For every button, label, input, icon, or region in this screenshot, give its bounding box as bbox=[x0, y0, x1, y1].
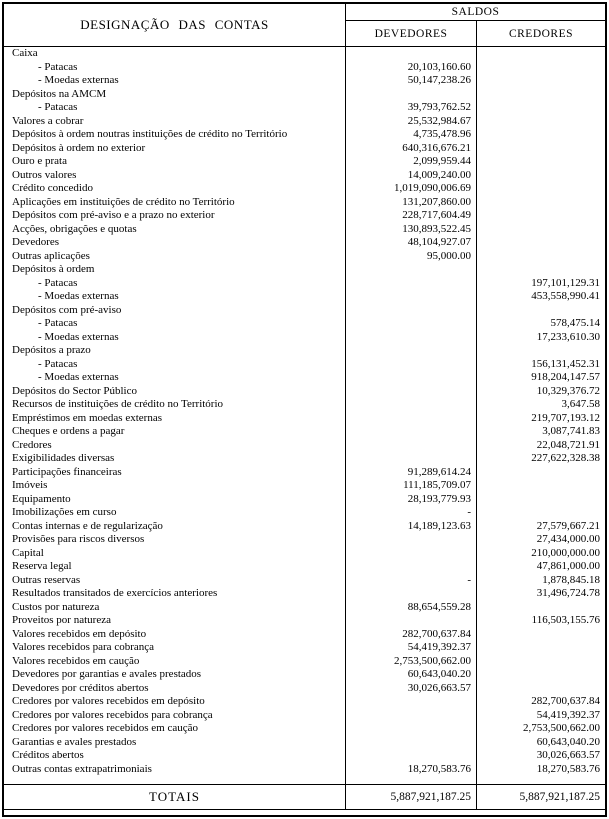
devedores-value bbox=[346, 439, 477, 453]
filler-row bbox=[4, 776, 605, 784]
devedores-value bbox=[346, 277, 477, 291]
credores-value: 219,707,193.12 bbox=[531, 411, 600, 424]
table-row bbox=[4, 74, 605, 88]
credores-value: 60,643,040.20 bbox=[536, 735, 600, 748]
devedores-value bbox=[346, 587, 477, 601]
account-label: Depósitos na AMCM bbox=[4, 88, 346, 102]
devedores-value bbox=[346, 722, 477, 736]
devedores-value bbox=[346, 452, 477, 466]
filler-credores-cell bbox=[477, 776, 605, 784]
devedores-value bbox=[346, 385, 477, 399]
table-row bbox=[4, 736, 605, 750]
account-label: Acções, obrigações e quotas bbox=[4, 223, 346, 237]
table-row bbox=[4, 385, 605, 399]
credores-value: 3,647.58 bbox=[561, 398, 600, 410]
credores-value: 116,503,155.76 bbox=[531, 614, 600, 626]
table-row bbox=[4, 574, 605, 588]
table-row bbox=[4, 317, 605, 331]
credores-value bbox=[477, 61, 605, 75]
devedores-value: 14,009,240.00 bbox=[346, 169, 477, 183]
credores-value bbox=[477, 101, 605, 115]
devedores-value bbox=[346, 614, 477, 628]
table-row bbox=[4, 439, 605, 453]
devedores-value: 50,147,238.26 bbox=[346, 74, 477, 88]
devedores-value bbox=[346, 263, 477, 277]
table-row bbox=[4, 425, 605, 439]
table-row bbox=[4, 749, 605, 763]
table-row bbox=[4, 560, 605, 574]
devedores-value: 48,104,927.07 bbox=[346, 236, 477, 250]
credores-value: 197,101,129.31 bbox=[531, 276, 600, 289]
credores-value: 10,329,376.72 bbox=[536, 384, 600, 397]
account-label: Depósitos à ordem bbox=[4, 263, 346, 277]
account-label: Outros valores bbox=[4, 169, 346, 183]
account-label: Credores por valores recebidos em depósito bbox=[4, 695, 346, 709]
devedores-value: 60,643,040.20 bbox=[346, 668, 477, 682]
table-row bbox=[4, 169, 605, 183]
credores-value: 453,558,990.41 bbox=[531, 290, 600, 302]
account-label: - Moedas externas bbox=[4, 290, 346, 304]
credores-value bbox=[477, 236, 605, 250]
credores-value bbox=[477, 182, 605, 196]
credores-value bbox=[477, 209, 605, 223]
totals-label: TOTAIS bbox=[4, 785, 346, 809]
credores-value: 18,270,583.76 bbox=[536, 762, 600, 775]
account-label: Aplicações em instituições de crédito no Território bbox=[4, 196, 346, 210]
account-label: Credores bbox=[4, 439, 346, 453]
devedores-value: 131,207,860.00 bbox=[346, 196, 477, 210]
table-row bbox=[4, 142, 605, 156]
devedores-value bbox=[346, 88, 477, 102]
credores-value bbox=[477, 628, 605, 642]
account-label: Valores recebidos em caução bbox=[4, 655, 346, 669]
credores-value: 54,419,392.37 bbox=[536, 708, 600, 721]
table-row bbox=[4, 695, 605, 709]
table-row bbox=[4, 223, 605, 237]
account-label: - Patacas bbox=[4, 317, 346, 331]
account-label: Depósitos com pré-aviso e a prazo no exterior bbox=[4, 209, 346, 223]
devedores-header: DEVEDORES bbox=[346, 21, 477, 46]
credores-value: 282,700,637.84 bbox=[531, 695, 600, 707]
credores-value bbox=[477, 128, 605, 142]
credores-value: 17,233,610.30 bbox=[536, 330, 600, 343]
account-label: - Moedas externas bbox=[4, 74, 346, 88]
account-label: Devedores por créditos abertos bbox=[4, 682, 346, 696]
totals-row bbox=[4, 784, 605, 810]
table-row bbox=[4, 709, 605, 723]
table-row bbox=[4, 128, 605, 142]
table-row bbox=[4, 101, 605, 115]
table-row bbox=[4, 412, 605, 426]
filler-devedores-cell bbox=[346, 776, 477, 784]
credores-value bbox=[477, 641, 605, 655]
credores-header: CREDORES bbox=[508, 27, 574, 40]
account-label: Ouro e prata bbox=[4, 155, 346, 169]
devedores-value: 54,419,392.37 bbox=[346, 641, 477, 655]
table-row bbox=[4, 682, 605, 696]
account-label: - Patacas bbox=[4, 101, 346, 115]
table-row bbox=[4, 668, 605, 682]
devedores-value bbox=[346, 709, 477, 723]
devedores-value: 14,189,123.63 bbox=[346, 520, 477, 534]
devedores-value: 640,316,676.21 bbox=[346, 142, 477, 156]
credores-value: 3,087,741.83 bbox=[542, 425, 600, 437]
credores-value: 22,048,721.91 bbox=[536, 438, 600, 451]
devedores-value: 2,753,500,662.00 bbox=[346, 655, 477, 669]
totals-credores-value: 5,887,921,187.25 bbox=[519, 791, 600, 803]
devedores-value bbox=[346, 695, 477, 709]
account-label: - Moedas externas bbox=[4, 371, 346, 385]
credores-value bbox=[477, 250, 605, 264]
devedores-value: 88,654,559.28 bbox=[346, 601, 477, 615]
account-label: Outras aplicações bbox=[4, 250, 346, 264]
table-row bbox=[4, 479, 605, 493]
table-row bbox=[4, 250, 605, 264]
table-row bbox=[4, 506, 605, 520]
devedores-value bbox=[346, 533, 477, 547]
account-label: - Patacas bbox=[4, 358, 346, 372]
table-row bbox=[4, 263, 605, 277]
credores-value bbox=[477, 142, 605, 156]
devedores-value bbox=[346, 412, 477, 426]
account-label: Resultados transitados de exercícios anteriores bbox=[4, 587, 346, 601]
devedores-value: 228,717,604.49 bbox=[346, 209, 477, 223]
credores-value bbox=[477, 263, 605, 277]
devedores-value: 18,270,583.76 bbox=[346, 763, 477, 777]
designation-header: DESIGNAÇÃO DAS CONTAS bbox=[4, 4, 346, 46]
credores-value bbox=[477, 506, 605, 520]
credores-value bbox=[477, 344, 605, 358]
devedores-value bbox=[346, 398, 477, 412]
account-label: - Patacas bbox=[4, 277, 346, 291]
table-row bbox=[4, 763, 605, 777]
table-row bbox=[4, 547, 605, 561]
saldos-header: SALDOS bbox=[346, 4, 605, 21]
devedores-value: 111,185,709.07 bbox=[346, 479, 477, 493]
credores-value: 227,622,328.38 bbox=[531, 452, 600, 464]
devedores-value: 91,289,614.24 bbox=[346, 466, 477, 480]
devedores-value: - bbox=[346, 574, 477, 588]
table-row bbox=[4, 182, 605, 196]
account-label: Valores a cobrar bbox=[4, 115, 346, 129]
devedores-value: 4,735,478.96 bbox=[346, 128, 477, 142]
account-label: Equipamento bbox=[4, 493, 346, 507]
account-label: - Patacas bbox=[4, 61, 346, 75]
devedores-value bbox=[346, 317, 477, 331]
rows-container bbox=[4, 47, 605, 776]
account-label: Garantias e avales prestados bbox=[4, 736, 346, 750]
account-label: Provisões para riscos diversos bbox=[4, 533, 346, 547]
devedores-value: 130,893,522.45 bbox=[346, 223, 477, 237]
credores-value bbox=[477, 196, 605, 210]
credores-value bbox=[477, 47, 605, 61]
balance-sheet-page bbox=[2, 2, 607, 817]
table-body bbox=[4, 47, 605, 784]
credores-value bbox=[477, 479, 605, 493]
devedores-value bbox=[346, 358, 477, 372]
account-label: Cheques e ordens a pagar bbox=[4, 425, 346, 439]
credores-value: 27,579,667.21 bbox=[536, 519, 600, 532]
credores-value bbox=[477, 115, 605, 129]
filler-label-cell bbox=[4, 776, 346, 784]
credores-value bbox=[477, 304, 605, 318]
account-label: Reserva legal bbox=[4, 560, 346, 574]
account-label: Capital bbox=[4, 547, 346, 561]
table-row bbox=[4, 466, 605, 480]
account-label: Depósitos a prazo bbox=[4, 344, 346, 358]
devedores-value bbox=[346, 47, 477, 61]
credores-value bbox=[477, 223, 605, 237]
table-row bbox=[4, 722, 605, 736]
devedores-value: 39,793,762.52 bbox=[346, 101, 477, 115]
account-label: Depósitos com pré-aviso bbox=[4, 304, 346, 318]
table-row bbox=[4, 47, 605, 61]
totals-devedores-value: 5,887,921,187.25 bbox=[346, 785, 477, 809]
credores-value bbox=[477, 155, 605, 169]
table-row bbox=[4, 155, 605, 169]
devedores-value bbox=[346, 736, 477, 750]
devedores-value: 20,103,160.60 bbox=[346, 61, 477, 75]
saldos-header-group bbox=[346, 4, 605, 46]
devedores-value: - bbox=[346, 506, 477, 520]
account-label: Proveitos por natureza bbox=[4, 614, 346, 628]
credores-value bbox=[477, 169, 605, 183]
devedores-value: 282,700,637.84 bbox=[346, 628, 477, 642]
credores-value: 578,475.14 bbox=[550, 317, 600, 329]
account-label: Caixa bbox=[4, 47, 346, 61]
credores-value bbox=[477, 601, 605, 615]
account-label: Contas internas e de regularização bbox=[4, 520, 346, 534]
account-label: - Moedas externas bbox=[4, 331, 346, 345]
account-label: Empréstimos em moedas externas bbox=[4, 412, 346, 426]
devedores-value: 25,532,984.67 bbox=[346, 115, 477, 129]
account-label: Recursos de instituições de crédito no Território bbox=[4, 398, 346, 412]
devedores-value bbox=[346, 344, 477, 358]
table-row bbox=[4, 61, 605, 75]
table-row bbox=[4, 493, 605, 507]
credores-value bbox=[477, 88, 605, 102]
devedores-value bbox=[346, 560, 477, 574]
table-row bbox=[4, 304, 605, 318]
table-row bbox=[4, 533, 605, 547]
table-row bbox=[4, 587, 605, 601]
credores-value: 210,000,000.00 bbox=[531, 546, 600, 559]
account-label: Depósitos à ordem no exterior bbox=[4, 142, 346, 156]
credores-value: 2,753,500,662.00 bbox=[523, 722, 600, 734]
credores-value: 31,496,724.78 bbox=[536, 587, 600, 599]
devedores-value bbox=[346, 547, 477, 561]
table-row bbox=[4, 398, 605, 412]
credores-value: 918,204,147.57 bbox=[531, 371, 600, 383]
credores-value bbox=[477, 655, 605, 669]
devedores-value: 2,099,959.44 bbox=[346, 155, 477, 169]
account-label: Devedores bbox=[4, 236, 346, 250]
devedores-value bbox=[346, 331, 477, 345]
credores-value: 30,026,663.57 bbox=[536, 749, 600, 761]
devedores-value: 1,019,090,006.69 bbox=[346, 182, 477, 196]
saldos-subheaders bbox=[346, 21, 605, 46]
table-header bbox=[4, 4, 605, 47]
account-label: Credores por valores recebidos para cobrança bbox=[4, 709, 346, 723]
table-row bbox=[4, 520, 605, 534]
account-label: Outras contas extrapatrimoniais bbox=[4, 763, 346, 777]
table-row bbox=[4, 115, 605, 129]
devedores-value bbox=[346, 371, 477, 385]
table-row bbox=[4, 331, 605, 345]
credores-value: 27,434,000.00 bbox=[536, 533, 600, 545]
account-label: Depósitos à ordem noutras instituições de crédito no Território bbox=[4, 128, 346, 142]
credores-value: 1,878,845.18 bbox=[542, 573, 600, 586]
table-row bbox=[4, 344, 605, 358]
account-label: Participações financeiras bbox=[4, 466, 346, 480]
devedores-value: 30,026,663.57 bbox=[346, 682, 477, 696]
table-row bbox=[4, 196, 605, 210]
devedores-value: 28,193,779.93 bbox=[346, 493, 477, 507]
credores-value bbox=[477, 74, 605, 88]
account-label: Exigibilidades diversas bbox=[4, 452, 346, 466]
credores-value bbox=[477, 682, 605, 696]
account-label: Outras reservas bbox=[4, 574, 346, 588]
table-row bbox=[4, 601, 605, 615]
devedores-value bbox=[346, 425, 477, 439]
account-label: Custos por natureza bbox=[4, 601, 346, 615]
account-label: Devedores por garantias e avales prestados bbox=[4, 668, 346, 682]
table-row bbox=[4, 358, 605, 372]
account-label: Imobilizações em curso bbox=[4, 506, 346, 520]
account-label: Valores recebidos em depósito bbox=[4, 628, 346, 642]
devedores-value bbox=[346, 290, 477, 304]
credores-value: 47,861,000.00 bbox=[536, 560, 600, 572]
credores-value: 156,131,452.31 bbox=[531, 357, 600, 370]
account-label: Crédito concedido bbox=[4, 182, 346, 196]
table-row bbox=[4, 290, 605, 304]
table-row bbox=[4, 236, 605, 250]
table-row bbox=[4, 371, 605, 385]
table-row bbox=[4, 641, 605, 655]
devedores-value bbox=[346, 749, 477, 763]
account-label: Imóveis bbox=[4, 479, 346, 493]
credores-value bbox=[477, 668, 605, 682]
account-label: Créditos abertos bbox=[4, 749, 346, 763]
account-label: Valores recebidos para cobrança bbox=[4, 641, 346, 655]
table-row bbox=[4, 628, 605, 642]
table-row bbox=[4, 655, 605, 669]
table-row bbox=[4, 277, 605, 291]
table-row bbox=[4, 452, 605, 466]
table-row bbox=[4, 209, 605, 223]
devedores-value: 95,000.00 bbox=[346, 250, 477, 264]
credores-value bbox=[477, 493, 605, 507]
account-label: Credores por valores recebidos em caução bbox=[4, 722, 346, 736]
account-label: Depósitos do Sector Público bbox=[4, 385, 346, 399]
table-row bbox=[4, 614, 605, 628]
credores-value bbox=[477, 466, 605, 480]
table-row bbox=[4, 88, 605, 102]
devedores-value bbox=[346, 304, 477, 318]
